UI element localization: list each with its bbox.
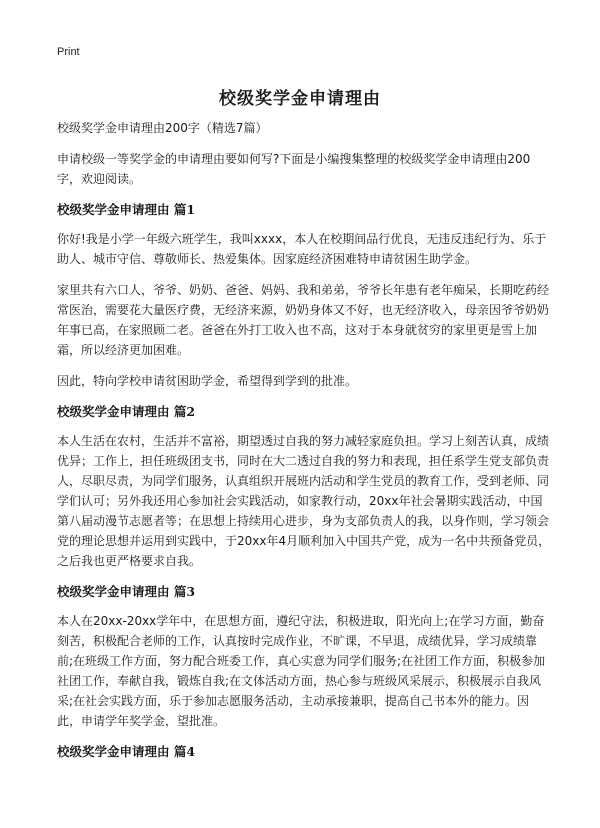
print-link[interactable]: Print — [57, 46, 80, 58]
section-heading: 校级奖学金申请理由 篇3 — [57, 584, 196, 599]
section-3 — [57, 582, 553, 731]
document-body — [57, 118, 553, 771]
document-subtitle: 校级奖学金申请理由200字（精选7篇） — [57, 121, 268, 135]
section-paragraph: 本人在20xx-20xx学年中，在思想方面，遵纪守法，积极进取，阳光向上;在学习方面，勤奋刻苦，积极配合老师的工作，认真按时完成作业，不旷课，不早退，成绩优异，学习成绩靠前;在班级工作方面，努力配合班委工作，真心实意为同学们服务;在社团工作方面，积极参加社团工作，奉献自我，锻炼自我;在文体活动方面，热心参与班级风采展示，积极展示自我风采;在社会实践方面，乐于参加志愿服务活动，主动承接兼职，提高自己书本外的能力。因此，申请学年奖学金，望批准。 — [57, 614, 546, 728]
section-heading: 校级奖学金申请理由 篇4 — [57, 744, 196, 759]
section-2 — [57, 402, 553, 571]
page-title: 校级奖学金申请理由 — [219, 89, 381, 109]
section-heading: 校级奖学金申请理由 篇1 — [57, 202, 196, 217]
intro-paragraph: 申请校级一等奖学金的申请理由要如何写?下面是小编搜集整理的校级奖学金申请理由200字，欢迎阅读。 — [57, 152, 531, 186]
section-heading: 校级奖学金申请理由 篇2 — [57, 404, 196, 419]
section-paragraph: 你好!我是小学一年级六班学生，我叫xxxx，本人在校期间品行优良，无违反违纪行为、乐于助人、城市守信、尊敬师长、热爱集体。因家庭经济困难特申请贫困生助学金。 — [57, 232, 547, 266]
section-paragraph: 本人生活在农村，生活并不富裕，期望透过自我的努力减轻家庭负担。学习上刻苦认真，成绩优异；工作上，担任班级团支书，同时在大二透过自我的努力和表现，担任系学生党支部负责人，尽职尽责，为同学们服务，认真组织开展班内活动和学生党员的教育工作，受到老师、同学们认可；另外我还用心参加社会实践活动，如家教行动，20xx年社会暑期实践活动，中国第八届动漫节志愿者等；在思想上持续用心进步，身为支部负责人的我，以身作则，学习领会党的理论思想并运用到实践中，于20xx年4月顺利加入中国共产党，成为一名中共预备党员，之后我也更严格要求自我。 — [57, 434, 551, 568]
section-1 — [57, 200, 553, 391]
section-paragraph: 家里共有六口人，爷爷、奶奶、爸爸、妈妈、我和弟弟，爷爷长年患有老年痴呆，长期吃药经常医治，需要花大量医疗费，无经济来源，奶奶身体又不好，也无经济收入，母亲因爷爷奶奶年事已高，在家照顾二老。爸爸在外打工收入也不高，这对于本身就贫穷的家里更是雪上加霜，所以经济更加困难。 — [57, 283, 550, 357]
section-paragraph: 因此，特向学校申请贫困助学金，希望得到学到的批准。 — [57, 374, 358, 388]
section-4 — [57, 742, 553, 762]
